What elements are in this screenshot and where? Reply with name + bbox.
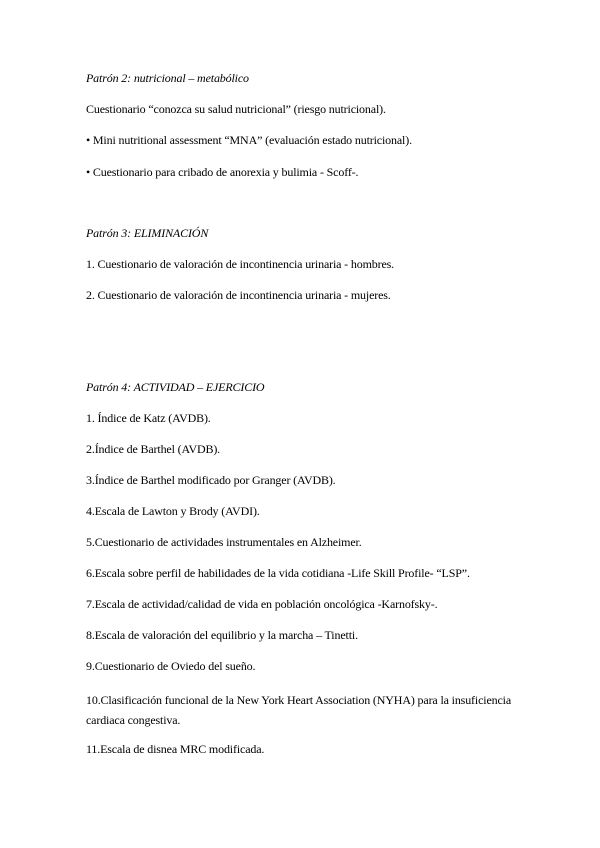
section-4-item-5: 5.Cuestionario de actividades instrumentales en Alzheimer.	[86, 535, 362, 549]
section-4-item-6: 6.Escala sobre perfil de habilidades de la vida cotidiana -Life Skill Profile- “LSP”.	[86, 566, 470, 580]
section-4-item-3: 3.Índice de Barthel modificado por Granger (AVDB).	[86, 473, 336, 487]
section-3-item-1: 1. Cuestionario de valoración de incontinencia urinaria - hombres.	[86, 257, 394, 271]
section-3-item-2: 2. Cuestionario de valoración de incontinencia urinaria - mujeres.	[86, 288, 391, 302]
section-4-item-11: 11.Escala de disnea MRC modificada.	[86, 742, 265, 756]
section-4-item-2: 2.Índice de Barthel (AVDB).	[86, 442, 221, 456]
section-2-heading: Patrón 2: nutricional – metabólico	[86, 71, 249, 85]
section-4-heading: Patrón 4: ACTIVIDAD – EJERCICIO	[86, 380, 265, 394]
section-4-item-1: 1. Índice de Katz (AVDB).	[86, 411, 211, 425]
section-4-item-8: 8.Escala de valoración del equilibrio y la marcha – Tinetti.	[86, 628, 358, 642]
section-4-item-9: 9.Cuestionario de Oviedo del sueño.	[86, 659, 256, 673]
section-2-item-2: • Mini nutritional assessment “MNA” (evaluación estado nutricional).	[86, 133, 412, 147]
section-4-item-4: 4.Escala de Lawton y Brody (AVDI).	[86, 504, 260, 518]
section-2-item-1: Cuestionario “conozca su salud nutricional” (riesgo nutricional).	[86, 102, 386, 116]
section-4-item-7: 7.Escala de actividad/calidad de vida en población oncológica -Karnofsky-.	[86, 597, 438, 611]
section-2-item-3: • Cuestionario para cribado de anorexia y bulimia - Scoff-.	[86, 165, 359, 179]
section-4-item-10: 10.Clasificación funcional de la New York Heart Association (NYHA) para la insuficiencia cardiaca congestiva.	[86, 693, 512, 727]
section-3-heading: Patrón 3: ELIMINACIÓN	[86, 226, 209, 240]
